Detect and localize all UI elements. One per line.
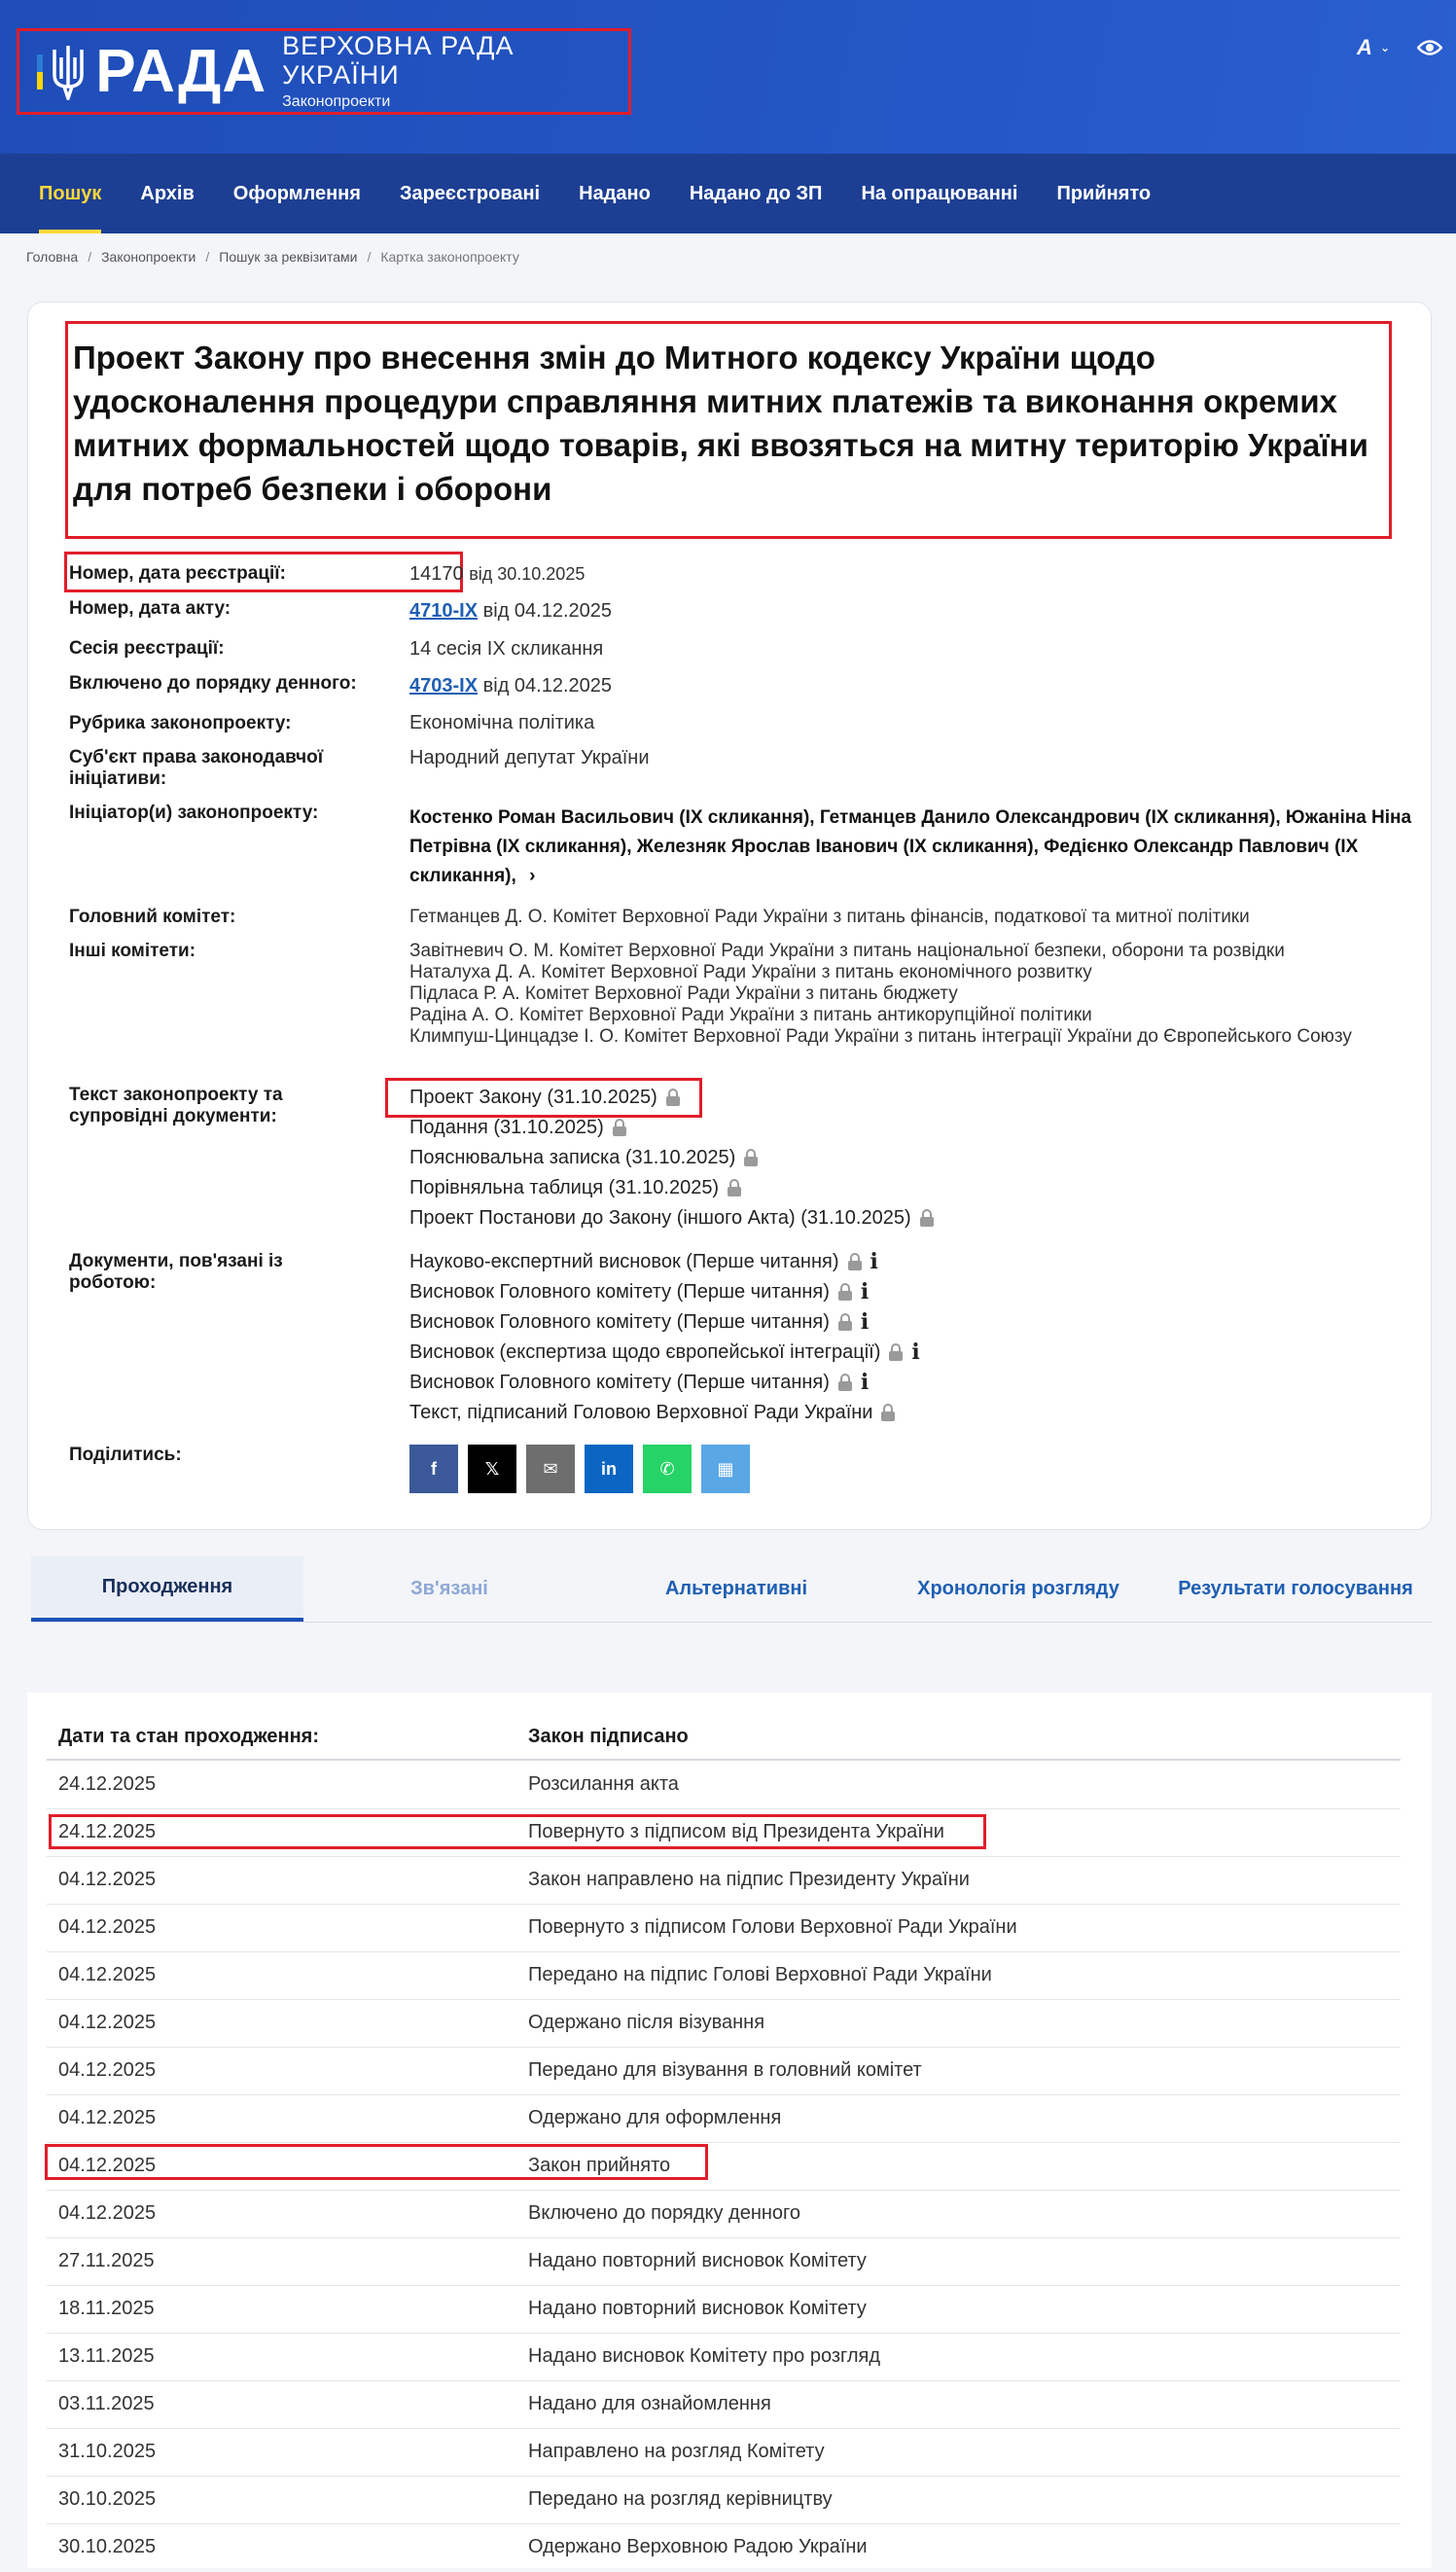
initiators-list: Костенко Роман Васильович (IX скликання), Гетманцев Данило Олександрович (IX скликання), Южаніна Ніна Петрівна (IX скликання), Железняк Ярослав Іванович (IX скликання), Федієнко Олександр Павлович (IX скликання), [409,807,1412,886]
lock-icon [919,1209,935,1227]
nav-item-search[interactable]: Пошук [19,154,121,233]
related-doc-link[interactable]: Текст, підписаний Головою Верховної Ради України [409,1397,921,1427]
row-highlight [45,2144,708,2180]
lock-icon [727,1179,742,1197]
table-row: 04.12.2025 Одержано для оформлення [47,2095,1401,2143]
related-docs-label: Документи, пов'язані із роботою: [69,1251,283,1293]
font-size-dropdown[interactable] [1357,35,1390,60]
share-label: Поділитись: [69,1445,182,1465]
doc-link[interactable]: Пояснювальна записка (31.10.2025) [409,1142,935,1172]
related-doc-link[interactable]: Висновок Головного комітету (Перше читання) i [409,1278,870,1304]
act-number-link[interactable]: 4710-IX [409,600,479,622]
initiators-value [409,804,1421,891]
lock-icon [847,1253,863,1270]
site-header [0,0,1456,154]
x-icon[interactable]: 𝕏 [468,1445,516,1493]
breadcrumb-bills[interactable]: Законопроекти [101,249,196,265]
qr-icon[interactable]: ▦ [701,1445,750,1493]
nav-item-submitted-zp[interactable]: Надано до ЗП [689,182,823,204]
tab-voting[interactable]: Результати голосування [1178,1578,1413,1599]
linkedin-icon[interactable]: in [585,1445,633,1493]
lock-icon [837,1313,853,1331]
site-logo-link[interactable] [17,28,631,115]
main-committee-label: Головний комітет: [69,907,236,927]
table-row: 04.12.2025 Закон прийнято [47,2143,1401,2191]
nav-item-adopted[interactable]: Прийнято [1056,182,1152,204]
breadcrumb-current: Картка законопроекту [380,249,519,265]
table-row: 30.10.2025 Передано на розгляд керівництву [47,2477,1401,2524]
table-row: 24.12.2025 Повернуто з підписом від Президента України [47,1809,1401,1857]
table-row: 04.12.2025 Передано на підпис Голові Верховної Ради України [47,1952,1401,2000]
rubric-value: Економічна політика [409,712,595,733]
other-committees-list [409,941,1382,1048]
font-size-label: A [1357,35,1372,59]
main-nav [0,154,1456,233]
lock-icon [743,1149,759,1166]
texts-list [409,1082,935,1232]
session-label: Сесія реєстрації: [69,638,225,659]
act-date: від 04.12.2025 [482,600,613,622]
table-row: 04.12.2025 Закон направлено на підпис Президенту України [47,1857,1401,1905]
table-row: 24.12.2025 Розсилання акта [47,1762,1401,1809]
agenda-label: Включено до порядку денного: [69,673,357,694]
reg-date: від 30.10.2025 [469,564,586,584]
related-doc-link[interactable]: Висновок Головного комітету (Перше читання) i [409,1308,870,1335]
agenda-date: від 04.12.2025 [482,675,613,697]
table-row: 18.11.2025 Надано повторний висновок Комітету [47,2286,1401,2334]
bill-title-box [65,321,1392,539]
info-icon[interactable]: i [860,1278,870,1304]
nav-item-registered[interactable]: Зареєстровані [399,182,541,204]
nav-item-processing[interactable]: На опрацюванні [861,182,1018,204]
related-doc-link[interactable]: Висновок Головного комітету (Перше читання) i [409,1369,870,1395]
nav-item-formatting[interactable]: Оформлення [232,182,361,204]
table-row: 13.11.2025 Надано висновок Комітету про розгляд [47,2334,1401,2381]
email-icon[interactable]: ✉ [526,1445,575,1493]
related-doc-link[interactable]: Висновок (експертиза щодо європейської інтеграції) i [409,1339,920,1365]
site-subtitle: Законопроекти [282,93,391,111]
doc-link[interactable]: Проект Постанови до Закону (іншого Акта) (31.10.2025) [409,1202,935,1232]
trident-logo [37,38,91,106]
tab-related[interactable]: Зв'язані [410,1578,488,1599]
table-row: 04.12.2025 Повернуто з підписом Голови Верховної Ради України [47,1905,1401,1952]
eye-icon[interactable] [1417,39,1442,56]
site-title: ВЕРХОВНА РАДА УКРАЇНИ [282,30,515,89]
committee-item: Радіна А. О. Комітет Верховної Ради України з питань антикорупційної політики [409,1005,1092,1025]
subject-value: Народний депутат України [409,747,650,768]
bill-title: Проект Закону про внесення змін до Митного кодексу України щодо удосконалення процедури справляння митних платежів та виконання окремих митних формальностей щодо товарів, які ввозяться на митну територію України для потреб безпеки і оборони [73,339,1368,507]
lock-icon [837,1283,853,1301]
table-row: 31.10.2025 Направлено на розгляд Комітету [47,2429,1401,2477]
agenda-number-link[interactable]: 4703-IX [409,675,479,697]
act-label: Номер, дата акту: [69,598,231,619]
related-docs-list [409,1246,921,1427]
table-row: 30.10.2025 Одержано Верховною Радою України [58,2536,868,2557]
trident-icon [49,44,88,100]
table-row: 04.12.2025 Одержано після візування [47,2000,1401,2048]
whatsapp-icon[interactable]: ✆ [643,1445,692,1493]
table-row: 27.11.2025 Надано повторний висновок Комітету [47,2238,1401,2286]
table-row: 04.12.2025 Включено до порядку денного [47,2191,1401,2238]
info-icon[interactable]: i [870,1248,878,1274]
rubric-label: Рубрика законопроекту: [69,713,292,733]
session-value: 14 сесія IX скликання [409,638,604,660]
other-committees-label: Інші комітети: [69,941,196,961]
bill-card [27,302,1432,1530]
initiators-more-icon[interactable]: › [529,866,536,886]
initiators-label: Ініціатор(и) законопроекту: [69,803,319,823]
committee-item: Наталуха Д. А. Комітет Верховної Ради України з питань економічного розвитку [409,962,1092,982]
history-table [27,1693,1432,2568]
breadcrumb-search[interactable]: Пошук за реквізитами [219,249,358,265]
table-row: 03.11.2025 Надано для ознайомлення [47,2381,1401,2429]
flag-icon [37,54,43,89]
lock-icon [612,1119,627,1136]
committee-item: Климпуш-Цинцадзе І. О. Комітет Верховної Ради України з питань інтеграції України до Європейського Союзу [409,1026,1352,1047]
tab-alternative[interactable]: Альтернативні [664,1578,808,1599]
tab-chronology[interactable]: Хронологія розгляду [917,1578,1119,1599]
tab-progress[interactable]: Проходження [31,1556,303,1622]
texts-label: Текст законопроекту та супровідні документи: [69,1085,283,1126]
table-header [47,1710,1401,1761]
col-header-date: Дати та стан проходження: [58,1726,319,1747]
row-highlight [49,1814,986,1849]
breadcrumb-home[interactable]: Головна [26,249,79,265]
doc-link[interactable]: Проект Закону (31.10.2025) [409,1082,935,1112]
committee-item: Підласа Р. А. Комітет Верховної Ради України з питань бюджету [409,983,958,1004]
col-header-status: Закон підписано [528,1726,689,1747]
lock-icon [888,1343,904,1361]
facebook-icon[interactable]: f [409,1445,458,1493]
doc-link[interactable]: Подання (31.10.2025) [409,1112,935,1142]
info-icon[interactable]: i [860,1308,870,1335]
main-committee-value: Гетманцев Д. О. Комітет Верховної Ради України з питань фінансів, податкової та митної політики [409,907,1250,927]
reg-value [409,562,585,586]
act-value [409,599,612,623]
agenda-value [409,674,612,697]
related-doc-link[interactable]: Науково-експертний висновок (Перше читання) i [409,1248,878,1274]
subject-label: Суб'єкт права законодавчої ініціативи: [69,747,324,789]
info-icon[interactable]: i [911,1339,920,1365]
nav-item-submitted[interactable]: Надано [579,182,651,204]
reg-label: Номер, дата реєстрації: [69,563,286,584]
chevron-down-icon: ⌄ [1379,41,1390,54]
bill-tabs [31,1556,1432,1623]
lock-icon [665,1089,681,1106]
doc-link[interactable]: Порівняльна таблиця (31.10.2025) [409,1172,935,1202]
info-icon[interactable]: i [860,1369,870,1395]
committee-item: Завітневич О. М. Комітет Верховної Ради України з питань національної безпеки, оборони та розвідки [409,941,1285,961]
table-row: 04.12.2025 Передано для візування в головний комітет [47,2048,1401,2095]
reg-number: 14170 [409,563,464,585]
nav-item-archive[interactable]: Архів [140,182,195,204]
breadcrumb: Головна / Законопроекти / Пошук за реквізитами / Картка законопроекту [26,249,519,265]
lock-icon [837,1374,853,1391]
share-buttons [409,1445,750,1493]
lock-icon [880,1404,896,1421]
logo-word: РАДА [95,37,267,105]
